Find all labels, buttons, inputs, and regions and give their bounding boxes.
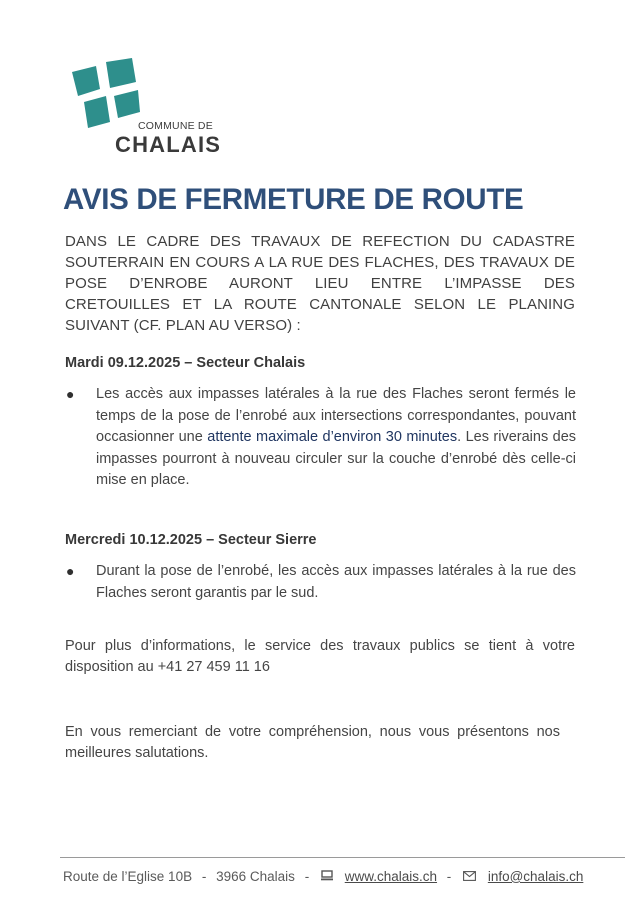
emphasized-text: attente maximale d’environ 30 minutes [207, 429, 458, 445]
footer-divider [60, 857, 625, 858]
footer-address: Route de l’Eglise 10B [63, 868, 193, 884]
section-heading-chalais: Mardi 09.12.2025 – Secteur Chalais [65, 355, 306, 371]
bullet-icon: ● [66, 386, 75, 402]
website-link[interactable]: www.chalais.ch [344, 868, 438, 884]
page-title: AVIS DE FERMETURE DE ROUTE [63, 183, 524, 216]
section-heading-sierre: Mercredi 10.12.2025 – Secteur Sierre [65, 532, 317, 548]
clover-logo-icon [66, 56, 146, 131]
footer [63, 868, 583, 884]
logo-line1: COMMUNE DE [138, 120, 213, 132]
bullet-icon: ● [66, 563, 75, 579]
closing-paragraph: En vous remerciant de votre compréhension, nous vous présentons nos meilleures salutations. [65, 724, 560, 761]
footer-separator: - [446, 868, 452, 884]
footer-separator: - [304, 868, 310, 884]
bullet-text [96, 384, 576, 492]
bullet-text-part: . Les riverains des impasses pourront à nouveau circuler sur la couche d’enrobé dès celle-ci mise en place. [96, 429, 577, 488]
bullet-text-part: Les accès aux impasses latérales à la rue des Flaches seront fermés le temps de la pose de l’enrobé aux intersections correspondantes, pouvant occasionner une [96, 386, 576, 445]
intro-paragraph: DANS LE CADRE DES TRAVAUX DE REFECTION DU CADASTRE SOUTERRAIN EN COURS A LA RUE DES FLACHES, DES TRAVAUX DE POSE D’ENROBE AURONT LIEU ENTRE L’IMPASSE DES CRETOUILLES ET LA ROUTE CANTONALE SELON LE PLANING SUIVANT (CF. PLAN AU VERSO) : [65, 233, 575, 334]
email-link[interactable]: info@chalais.ch [487, 868, 584, 884]
footer-city: 3966 Chalais [216, 868, 295, 884]
computer-icon [321, 869, 333, 884]
bullet-item-sierre [66, 561, 576, 604]
envelope-icon [463, 869, 476, 884]
info-paragraph: Pour plus d’informations, le service des travaux publics se tient à votre disposition au +41 27 459 11 16 [65, 638, 575, 675]
bullet-item-chalais [66, 384, 576, 492]
bullet-text: Durant la pose de l’enrobé, les accès aux impasses latérales à la rue des Flaches seront garantis par le sud. [96, 563, 576, 601]
logo-line2: CHALAIS [115, 132, 222, 157]
footer-separator: - [201, 868, 207, 884]
